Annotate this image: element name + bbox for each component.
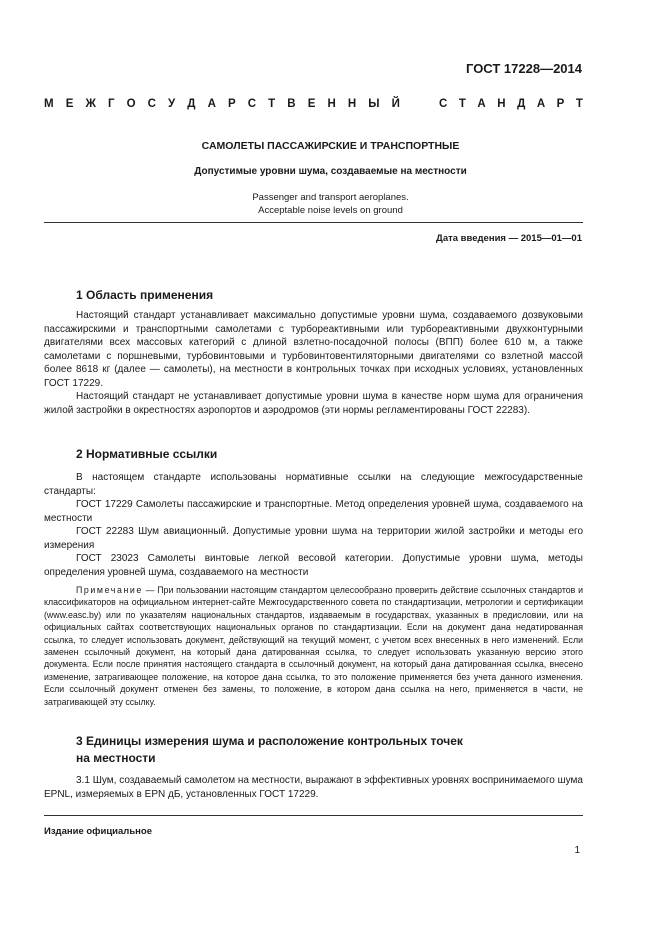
footer-divider <box>44 815 583 816</box>
section-1-paragraph-1-text: Настоящий стандарт устанавливает максимально допустимые уровни шума, создаваемого дозвуковыми пассажирскими и транспортными самолетами с турбореактивными или турбореактивными двухконтурными двигателями всех массовых категорий с длиной взлетно-посадочной полосы (ВПП) более 610 м, а также самолетами с поршневыми, турбовинтовыми и турбовинтовентиляторными двигателями со взлетной массой более 8618 кг (далее — самолеты), на местности в контрольных точках при исходных условиях, установленных ГОСТ 17229. <box>44 310 583 389</box>
section-3-heading-line-1: 3 Единицы измерения шума и расположение контрольных точек <box>76 734 463 748</box>
standard-word <box>439 98 583 110</box>
title-divider <box>44 222 583 223</box>
english-title <box>0 191 661 217</box>
spaced-letter: Н <box>347 98 357 110</box>
note-label: Примечание <box>76 585 143 595</box>
spaced-letter: А <box>477 98 486 110</box>
spaced-letter: Н <box>497 98 506 110</box>
spaced-letter: С <box>247 98 257 110</box>
spaced-letter: М <box>44 98 54 110</box>
section-1-paragraph-2 <box>44 390 583 417</box>
spaced-letter: С <box>439 98 448 110</box>
spaced-letter: В <box>287 98 296 110</box>
reference-item-text: ГОСТ 22283 Шум авиационный. Допустимые уровни шума на территории жилой застройки и методы его измерения <box>44 526 583 551</box>
section-3-paragraph-1-text: 3.1 Шум, создаваемый самолетом на местности, выражают в эффективных уровнях воспринимаемого шума EPNL, измеряемых в EPN дБ, установленных ГОСТ 17229. <box>44 775 583 800</box>
spaced-letter: Т <box>268 98 276 110</box>
section-1-paragraph-2-text: Настоящий стандарт не устанавливает допустимые уровни шума в качестве норм шума для ограничения жилой застройки в окрестностях аэропортов и аэродромов (эти нормы регламентированы ГОСТ 22283). <box>44 391 583 416</box>
interstate-word <box>44 98 400 110</box>
section-1-paragraph-1 <box>44 309 583 390</box>
spaced-letter: С <box>147 98 156 110</box>
document-title: САМОЛЕТЫ ПАССАЖИРСКИЕ И ТРАНСПОРТНЫЕ <box>201 140 460 152</box>
reference-item <box>44 552 583 579</box>
interstate-standard-banner <box>44 98 583 110</box>
english-title-line-2: Acceptable noise levels on ground <box>258 205 403 216</box>
spaced-letter: О <box>126 98 136 110</box>
note-text: — При пользовании настоящим стандартом целесообразно проверить действие ссылочных стандартов и классификаторов на официальном интернет-сайте Межгосударственного совета по стандартизации, метрологии и сертификации (www.easc.by) или по указателям национальных стандартов, издаваемым в государствах, указанных в предисловии, или на официальных сайтах соответствующих национальных органов по стандартизации. Если на документ дана недатированная ссылка, то следует использовать документ, действующий на текущий момент, с учетом всех внесенных в него изменений. Если заменен ссылочный документ, на который дана датированная ссылка, то следует использовать указанную версию этого документа. Если после принятия настоящего стандарта в ссылочный документ, на который дана датированная ссылка, внесено изменение, затрагивающее положение, на которое дана ссылка, то это положение применяется без учета данного изменения. Если ссылочный документ отменен без замены, то положение, в котором дана ссылка на него, применяется в части, не затрагивающей эту ссылку. <box>44 585 583 707</box>
spaced-letter: Ы <box>368 98 380 110</box>
document-subtitle: Допустимые уровни шума, создаваемые на местности <box>194 166 467 177</box>
reference-item <box>44 525 583 552</box>
reference-item <box>44 498 583 525</box>
spaced-letter: Р <box>227 98 236 110</box>
reference-item-text: ГОСТ 23023 Самолеты винтовые легкой весовой категории. Допустимые уровни шума, методы определения уровней шума, создаваемого на местности <box>44 553 583 578</box>
spaced-letter: Г <box>107 98 115 110</box>
spaced-letter: Т <box>575 98 583 110</box>
section-2-intro-text: В настоящем стандарте использованы нормативные ссылки на следующие межгосударственные стандарты: <box>44 472 583 497</box>
section-1-heading: 1 Область применения <box>76 288 214 302</box>
english-title-line-1: Passenger and transport aeroplanes. <box>252 192 409 203</box>
official-edition-label: Издание официальное <box>44 826 152 837</box>
spaced-letter: А <box>536 98 546 110</box>
section-3-heading <box>76 733 463 767</box>
reference-item-text: ГОСТ 17229 Самолеты пассажирские и транспортные. Метод определения уровней шума, создаваемого на местности <box>44 499 583 524</box>
spaced-letter: Р <box>556 98 565 110</box>
spaced-letter: Й <box>391 98 400 110</box>
standard-number: ГОСТ 17228—2014 <box>466 61 582 76</box>
spaced-letter: А <box>207 98 216 110</box>
spaced-letter: У <box>168 98 176 110</box>
effective-date: Дата введения — 2015—01—01 <box>436 233 582 244</box>
section-3-heading-line-2: на местности <box>76 751 156 765</box>
spaced-letter: Д <box>187 98 196 110</box>
spaced-letter: Ж <box>85 98 96 110</box>
section-3-paragraph-1 <box>44 774 583 801</box>
spaced-letter: Е <box>65 98 74 110</box>
section-2-note <box>44 584 583 708</box>
spaced-letter: Н <box>327 98 336 110</box>
spaced-letter: Д <box>517 98 526 110</box>
section-2-intro <box>44 471 583 498</box>
spaced-letter: Е <box>307 98 316 110</box>
spaced-letter: Т <box>458 98 466 110</box>
section-2-heading: 2 Нормативные ссылки <box>76 447 218 461</box>
page-number: 1 <box>574 845 580 856</box>
